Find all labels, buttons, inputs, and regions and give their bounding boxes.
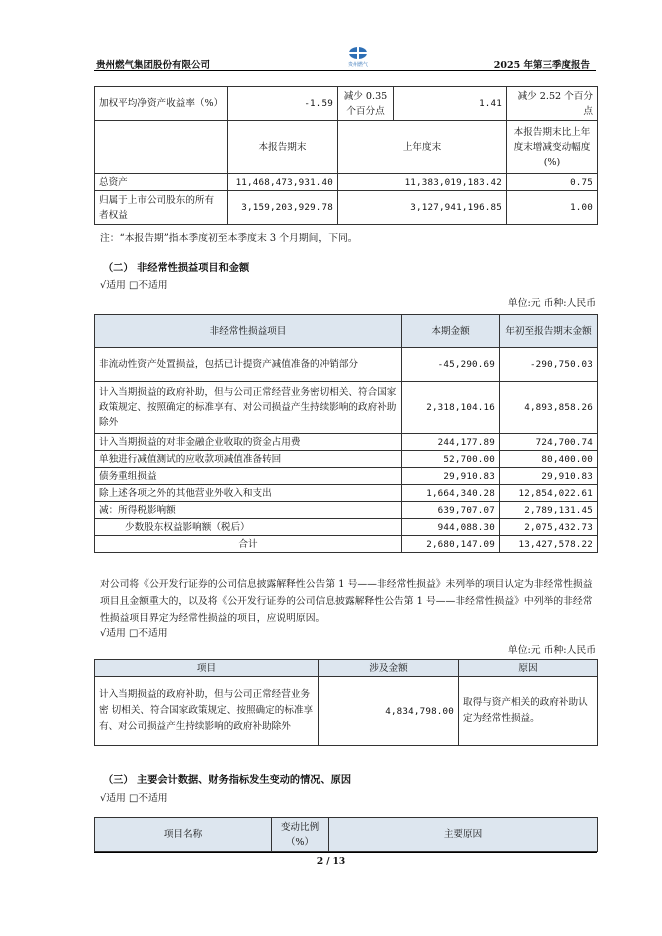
row-current: 639,707.07 [402, 502, 500, 519]
section2-unit: 单位:元 币种:人民币 [507, 298, 596, 309]
roe-current: -1.59 [228, 87, 338, 121]
row-ytd: 12,854,022.61 [500, 485, 598, 502]
table-header-row [95, 315, 598, 348]
row-ytd: -290,750.03 [500, 348, 598, 382]
header-company: 贵州燃气集团股份有限公司 [96, 60, 211, 71]
change-heading: 本报告期末比上年度末增减变动幅度(%) [507, 121, 598, 174]
roe-ytd: 1.41 [394, 87, 507, 121]
item-name-heading: 项目名称 [95, 818, 272, 852]
equity-period-end: 3,159,203,929.78 [228, 191, 338, 225]
roe-label: 加权平均净资产收益率（%） [95, 87, 228, 121]
row-item: 非流动性资产处置损益，包括已计提资产减值准备的冲销部分 [95, 348, 402, 382]
row-current: 2,318,104.16 [402, 382, 500, 434]
total-assets-last-year-end: 11,383,019,183.42 [338, 174, 507, 191]
key-financial-table [94, 86, 598, 225]
equity-change: 1.00 [507, 191, 598, 225]
total-assets-period-end: 11,468,473,931.40 [228, 174, 338, 191]
equity-last-year-end: 3,127,941,196.85 [338, 191, 507, 225]
last-year-end-heading: 上年度末 [338, 121, 507, 174]
table-row [95, 468, 598, 485]
footer-divider [94, 852, 597, 853]
table-row [95, 519, 598, 536]
reason-heading: 原因 [459, 660, 598, 677]
roe-change: 减少 0.35 个百分点 [338, 87, 394, 121]
section3-title: （三） 主要会计数据、财务指标发生变动的情况、原因 [103, 774, 352, 786]
explanation-paragraph: 对公司将《公开发行证券的公司信息披露解释性公告第 1 号——非经常性损益》未列举的项目认定为非经常性损益项目且金额重大的，以及将《公开发行证券的公司信息披露解释性公告第 1 号——非经常性损益》中列举的非经常性损益项目界定为经常性损益的项目，应说明原因。 [100, 579, 593, 624]
row-current: 944,088.30 [402, 519, 500, 536]
header-report-title: 2025 年第三季度报告 [493, 60, 590, 71]
section2b-applicable: √适用 □不适用 [100, 628, 168, 639]
table-row [95, 485, 598, 502]
row-current: 1,664,340.28 [402, 485, 500, 502]
table-row [95, 434, 598, 451]
row-ytd: 4,893,858.26 [500, 382, 598, 434]
table-row [95, 87, 598, 121]
table-row [95, 191, 598, 225]
total-assets-label: 总资产 [95, 174, 228, 191]
row-item: 减：所得税影响额 [95, 502, 402, 519]
non-recurring-table [94, 314, 598, 553]
table-header-row [95, 121, 598, 174]
row-amount: 4,834,798.00 [319, 677, 459, 746]
period-end-heading: 本报告期末 [228, 121, 338, 174]
table-row [95, 348, 598, 382]
company-logo-icon [343, 46, 373, 68]
row-current: -45,290.69 [402, 348, 500, 382]
row-item: 计入当期损益的政府补助，但与公司正常经营业务密切相关、符合国家政策规定、按照确定的标准享有、对公司损益产生持续影响的政府补助除外 [95, 382, 402, 434]
equity-label: 归属于上市公司股东的所有者权益 [95, 191, 228, 225]
row-ytd: 2,075,432.73 [500, 519, 598, 536]
roe-ytd-change: 减少 2.52 个百分点 [507, 87, 598, 121]
page-number: 2 / 13 [316, 857, 346, 867]
row-ytd: 2,789,131.45 [500, 502, 598, 519]
amount-heading: 涉及金额 [319, 660, 459, 677]
item-heading: 非经常性损益项目 [95, 315, 402, 348]
ytd-heading: 年初至报告期末金额 [500, 315, 598, 348]
row-current: 244,177.89 [402, 434, 500, 451]
total-label: 合计 [95, 536, 402, 553]
header-divider [94, 70, 596, 71]
row-item: 计入当期损益的对非金融企业收取的资金占用费 [95, 434, 402, 451]
table-row [95, 382, 598, 434]
note-text: 注：“本报告期”指本季度初至本季度末 3 个月期间，下同。 [100, 233, 358, 244]
total-assets-change: 0.75 [507, 174, 598, 191]
item-heading: 项目 [95, 660, 319, 677]
table-header-row [95, 818, 598, 852]
row-item: 债务重组损益 [95, 468, 402, 485]
row-current: 29,910.83 [402, 468, 500, 485]
ratio-heading: 变动比例（%） [272, 818, 329, 852]
table-total-row [95, 536, 598, 553]
row-current: 52,700.00 [402, 451, 500, 468]
row-item: 除上述各项之外的其他营业外收入和支出 [95, 485, 402, 502]
row-item: 计入当期损益的政府补助，但与公司正常经营业务密 切相关、符合国家政策规定、按照确定的标准享有、对公司损益产生持续影响的政府补助除外 [95, 677, 319, 746]
row-ytd: 80,400.00 [500, 451, 598, 468]
reason-heading: 主要原因 [329, 818, 598, 852]
table-row [95, 174, 598, 191]
current-heading: 本期金额 [402, 315, 500, 348]
section3-applicable: √适用 □不适用 [100, 793, 168, 804]
recurring-classification-table [94, 659, 598, 746]
section2-applicable: √适用 □不适用 [100, 280, 168, 291]
section2-title: （二） 非经常性损益项目和金额 [103, 262, 250, 274]
company-logo [343, 46, 373, 68]
table-row [95, 502, 598, 519]
change-reason-table [94, 817, 598, 852]
table-row [95, 677, 598, 746]
total-current: 2,680,147.09 [402, 536, 500, 553]
company-logo-text: 贵州燃气 [347, 62, 369, 68]
row-reason: 取得与资产相关的政府补助认定为经常性损益。 [459, 677, 598, 746]
table-row [95, 451, 598, 468]
total-ytd: 13,427,578.22 [500, 536, 598, 553]
row-item: 单独进行减值测试的应收款项减值准备转回 [95, 451, 402, 468]
table-header-row [95, 660, 598, 677]
row-ytd: 724,700.74 [500, 434, 598, 451]
section2b-unit: 单位:元 币种:人民币 [507, 645, 596, 656]
row-ytd: 29,910.83 [500, 468, 598, 485]
row-item: 少数股东权益影响额（税后） [95, 519, 402, 536]
